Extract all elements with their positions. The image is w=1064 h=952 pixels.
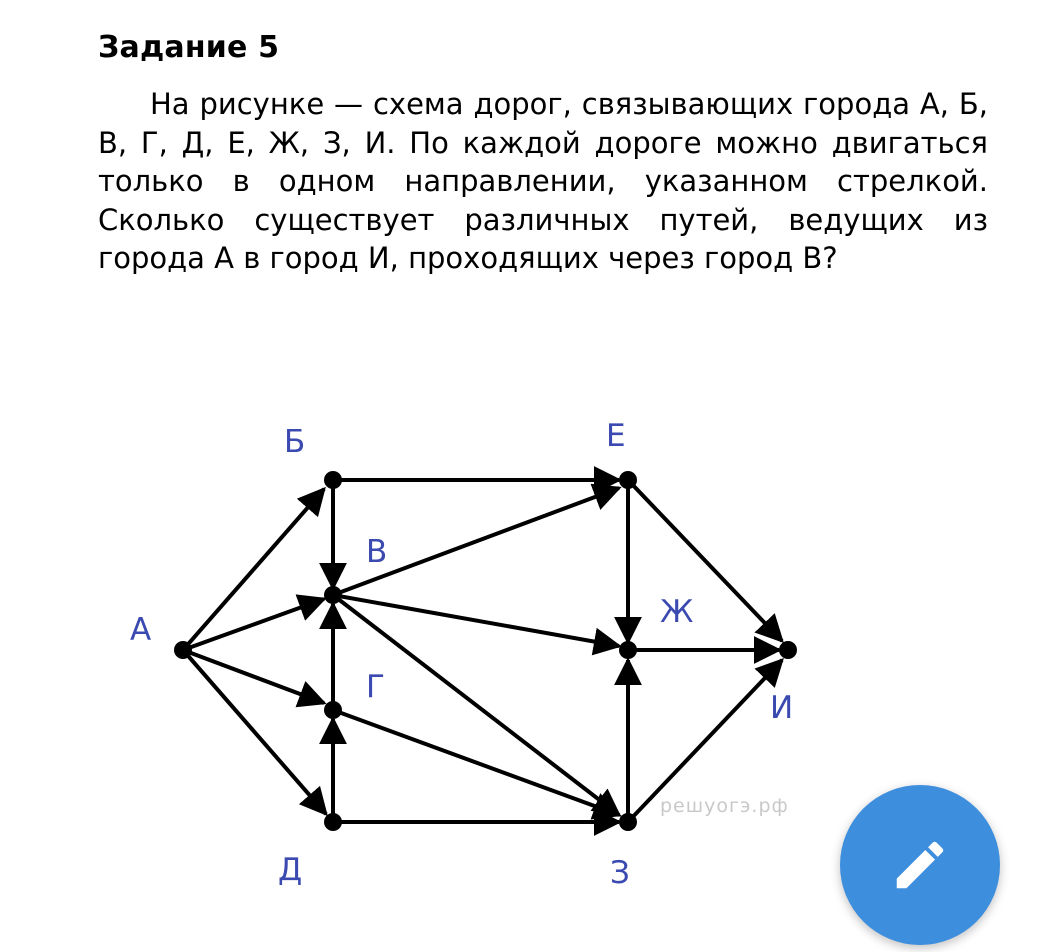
node-d [324, 813, 342, 831]
node-label-i: И [770, 690, 794, 726]
node-label-d: Д [278, 852, 303, 888]
node-g [324, 701, 342, 719]
node-zh [619, 641, 637, 659]
task-statement [98, 85, 988, 278]
node-a [174, 641, 192, 659]
node-label-v: В [366, 534, 388, 570]
graph-edges [183, 480, 782, 822]
node-z [619, 813, 637, 831]
task-content [98, 30, 988, 278]
node-label-b: Б [284, 424, 306, 460]
edge-v-zh [333, 595, 619, 646]
node-v [324, 586, 342, 604]
edge-g-z [333, 710, 619, 815]
node-b [324, 471, 342, 489]
node-label-z: З [610, 855, 630, 891]
node-label-a: А [130, 612, 152, 648]
edit-fab-button[interactable] [840, 785, 1000, 945]
node-label-g: Г [366, 669, 385, 705]
node-i [779, 641, 797, 659]
edge-a-d [183, 650, 326, 814]
node-label-zh: Ж [660, 594, 694, 630]
edge-e-i [628, 480, 782, 641]
edge-v-z [333, 595, 619, 815]
node-e [619, 471, 637, 489]
node-label-e: Е [606, 418, 626, 454]
pencil-icon [889, 834, 951, 896]
task-statement-text: На рисунке — схема дорог, связывающих города А, Б, В, Г, Д, Е, Ж, З, И. По каждой дороге можно двигаться только в одном направлении, указанном стрелкой. Сколько существует различных путей, ведущих из города А в город И, проходящих через город В? [98, 87, 988, 276]
page-title: Задание 5 [98, 30, 280, 65]
watermark: решуогэ.рф [660, 795, 789, 817]
